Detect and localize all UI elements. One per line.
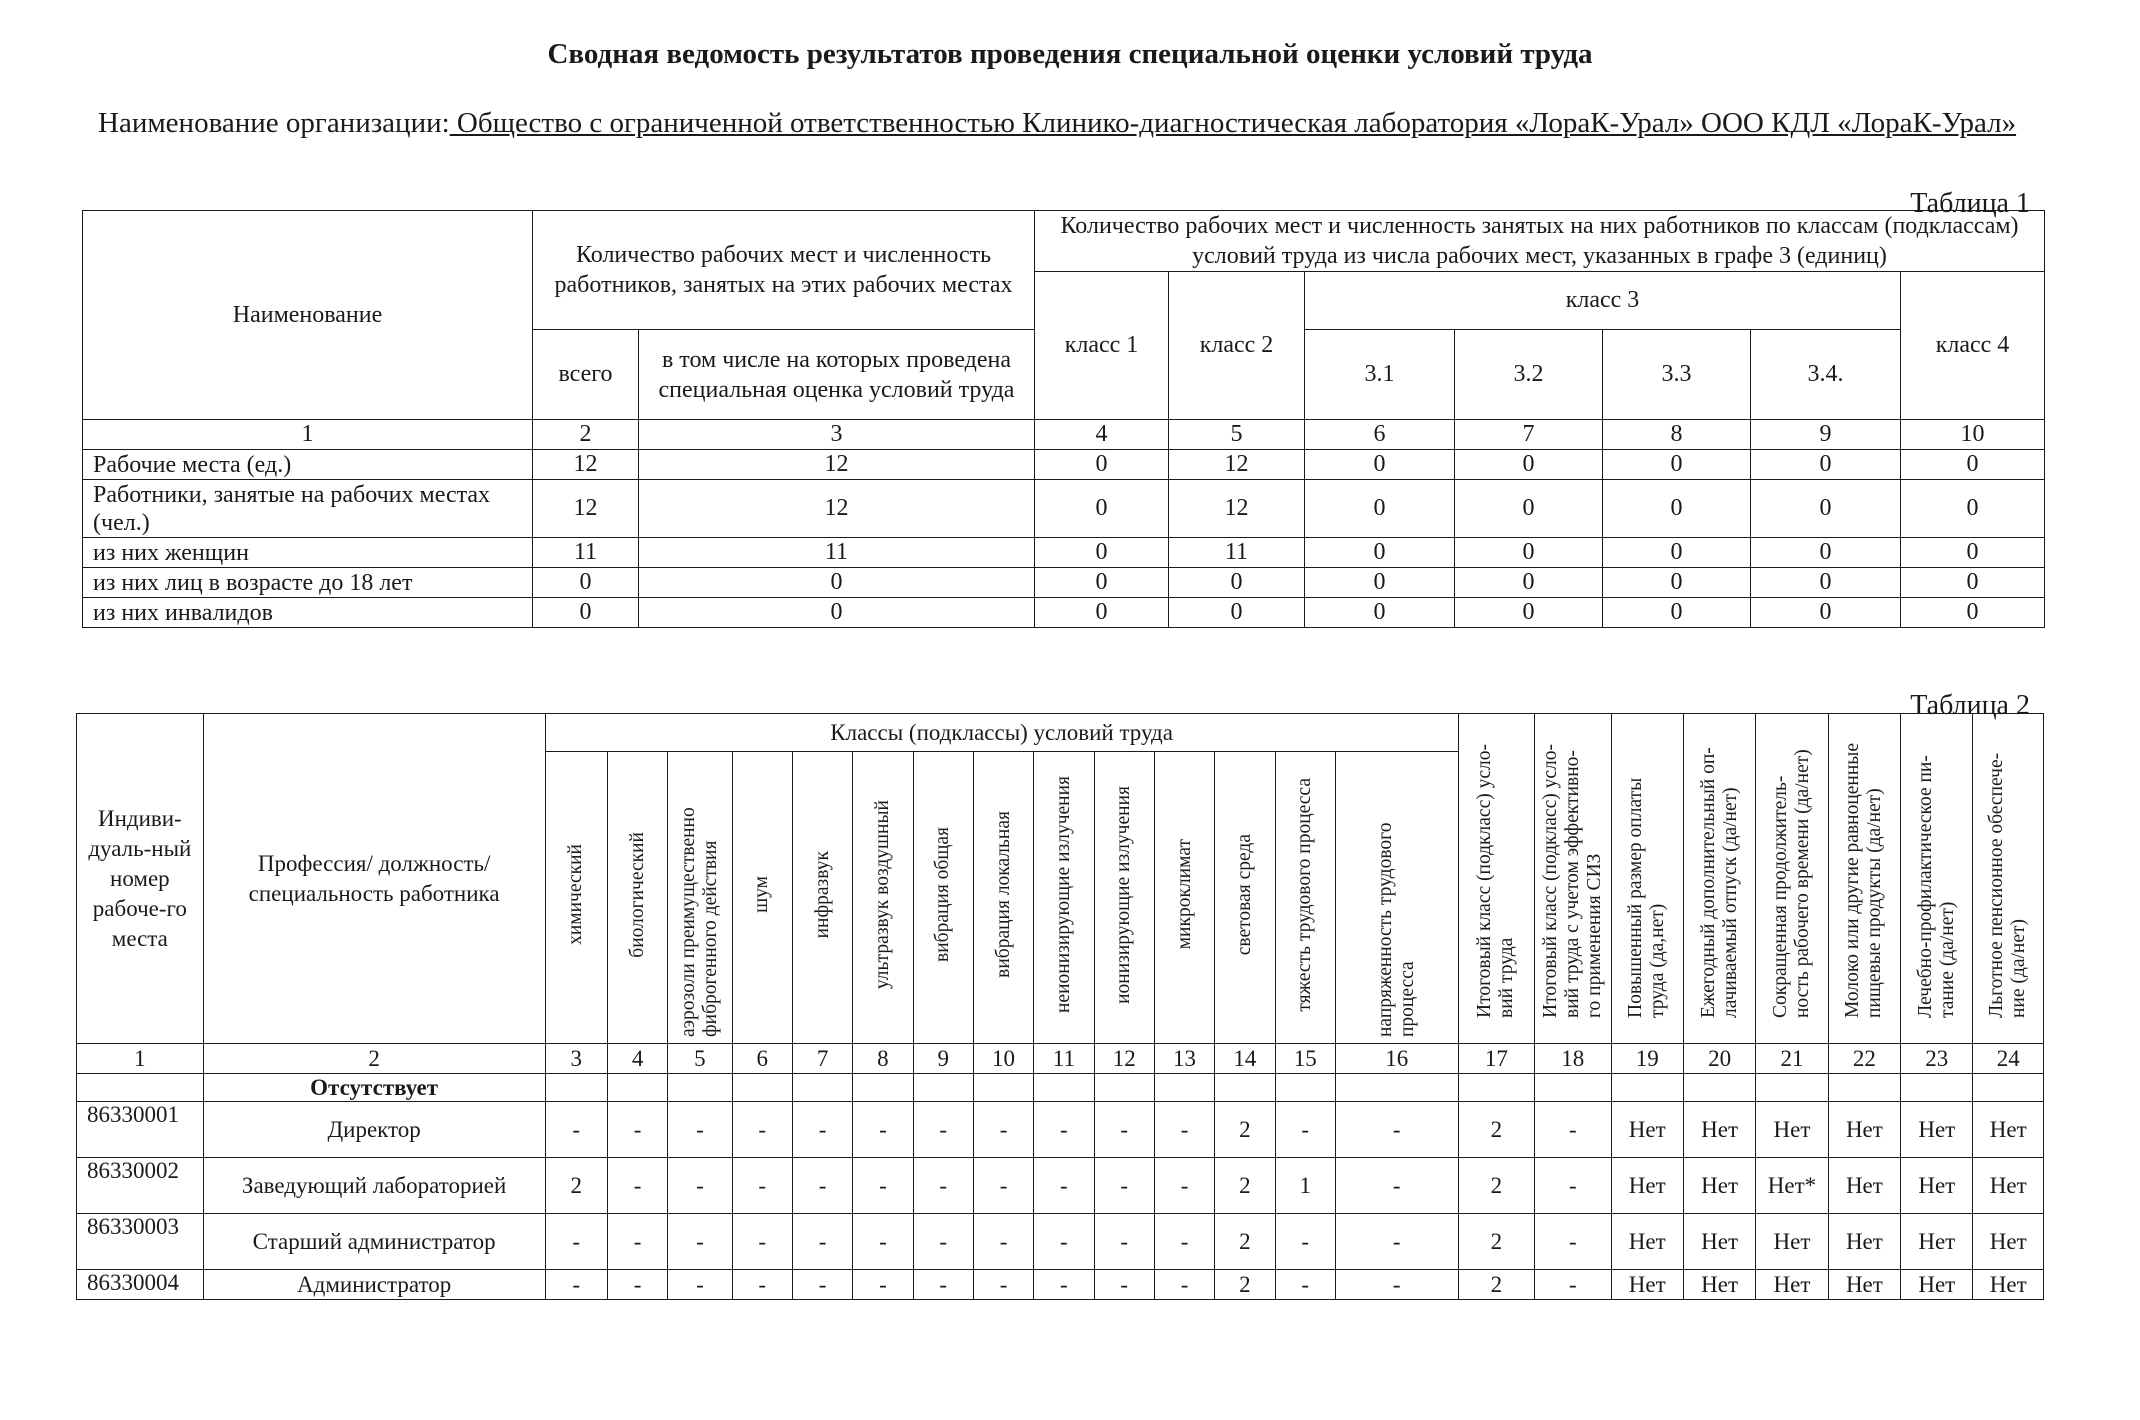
t2-col-number: 18: [1535, 1044, 1611, 1074]
t2-cell: -: [792, 1270, 852, 1300]
t2-factor-text: микроклимат: [1173, 839, 1195, 950]
t2-cell: -: [853, 1158, 913, 1214]
t2-section-empty: [607, 1074, 667, 1102]
t2-cell: -: [545, 1270, 607, 1300]
t2-header-benefit-3: [1756, 714, 1828, 1044]
t2-section-empty: [668, 1074, 732, 1102]
t2-row: [77, 1102, 2044, 1158]
t2-header-benefit-5: [1901, 714, 1973, 1044]
t2-cell: -: [668, 1270, 732, 1300]
t2-col-number: 2: [203, 1044, 545, 1074]
t2-cell: Нет: [1611, 1214, 1683, 1270]
t2-cell: -: [1094, 1158, 1154, 1214]
t2-factor-text: напряженность трудового процесса: [1374, 822, 1418, 1037]
workplace-table: [76, 713, 2044, 1300]
t2-section-empty: [1901, 1074, 1973, 1102]
t2-cell: -: [668, 1214, 732, 1270]
t2-header-classes: Классы (подклассы) условий труда: [545, 714, 1458, 752]
t1-cell: 0: [1169, 568, 1305, 598]
t2-col-number: 16: [1335, 1044, 1458, 1074]
t2-section-empty: [1154, 1074, 1214, 1102]
t1-header-3-4: 3.4.: [1751, 330, 1901, 420]
t1-col-number: 10: [1901, 420, 2045, 450]
t1-row-name: из них инвалидов: [83, 598, 533, 628]
t2-cell: -: [1154, 1158, 1214, 1214]
t2-cell: Нет: [1683, 1214, 1755, 1270]
t2-cell: -: [792, 1158, 852, 1214]
t1-row-name: из них лиц в возрасте до 18 лет: [83, 568, 533, 598]
t1-header-name: Наименование: [83, 211, 533, 420]
t2-factor-text: тяжесть трудового процесса: [1294, 777, 1316, 1012]
t2-col-number: 3: [545, 1044, 607, 1074]
t2-factor-text: ионизирующие излучения: [1113, 785, 1135, 1004]
t2-col-number: 5: [668, 1044, 732, 1074]
t1-header-class3: класс 3: [1305, 272, 1901, 330]
t2-col-number: 19: [1611, 1044, 1683, 1074]
t2-row: [77, 1158, 2044, 1214]
t2-cell: -: [792, 1214, 852, 1270]
t2-header-factor: [607, 752, 667, 1044]
t2-header-factor: [913, 752, 973, 1044]
t2-cell: Нет: [1901, 1102, 1973, 1158]
t1-row: [83, 538, 2045, 568]
t2-cell: -: [545, 1102, 607, 1158]
t2-benefit-6-text: Льготное пенсионное обеспече-ние (да/нет): [1986, 752, 2030, 1018]
t1-cell: 0: [1603, 598, 1751, 628]
t1-row-name: Рабочие места (ед.): [83, 450, 533, 480]
t1-cell: 0: [1751, 450, 1901, 480]
t2-cell: -: [1275, 1214, 1335, 1270]
t1-cell: 0: [1169, 598, 1305, 628]
t2-section-empty: [1034, 1074, 1094, 1102]
organization-name: Общество с ограниченной ответственностью Клинико-диагностическая лаборатория «ЛораК-Урал» ООО КДЛ «ЛораК-Урал»: [449, 107, 2017, 139]
t1-header-class2: класс 2: [1169, 272, 1305, 420]
t2-section-empty: [545, 1074, 607, 1102]
t2-section-empty: [1535, 1074, 1611, 1102]
t2-cell: -: [607, 1158, 667, 1214]
t2-col-number: 21: [1756, 1044, 1828, 1074]
t2-col-number: 7: [792, 1044, 852, 1074]
t2-section-empty: [1094, 1074, 1154, 1102]
t2-cell: -: [732, 1158, 792, 1214]
t2-section-empty: [1828, 1074, 1900, 1102]
t2-section-label: Отсутствует: [203, 1074, 545, 1102]
t2-cell: -: [1094, 1270, 1154, 1300]
t2-section-empty: [1215, 1074, 1275, 1102]
t2-benefit-3-text: Сокращенная продолжитель-ность рабочего времени (да/нет): [1769, 749, 1813, 1018]
t2-header-final-siz-text: Итоговый класс (подкласс) усло-вий труда с учетом эффективно-го применения СИЗ: [1539, 744, 1605, 1018]
t2-section-empty: [1275, 1074, 1335, 1102]
t2-cell: Нет: [1973, 1270, 2044, 1300]
t1-header-class1: класс 1: [1035, 272, 1169, 420]
t2-col-number: 23: [1901, 1044, 1973, 1074]
t2-cell: Нет: [1901, 1158, 1973, 1214]
t2-section-empty: [853, 1074, 913, 1102]
t2-header-id: Индиви-дуаль-ный номер рабоче-го места: [77, 714, 204, 1044]
t2-col-number: 12: [1094, 1044, 1154, 1074]
t1-row-name: Работники, занятые на рабочих местах (чел.): [83, 480, 533, 538]
t2-row-profession: Старший администратор: [203, 1214, 545, 1270]
table2-label: Таблица 2: [1910, 690, 2030, 721]
t1-col-number: 2: [533, 420, 639, 450]
t2-cell: Нет: [1611, 1270, 1683, 1300]
t1-cell: 0: [1305, 568, 1455, 598]
t2-cell: -: [973, 1158, 1033, 1214]
t1-cell: 0: [1035, 450, 1169, 480]
t2-cell: -: [668, 1102, 732, 1158]
t2-row: [77, 1214, 2044, 1270]
t2-cell: Нет: [1828, 1214, 1900, 1270]
t1-cell: 0: [1603, 450, 1751, 480]
t2-cell: -: [973, 1214, 1033, 1270]
t2-cell: 2: [545, 1158, 607, 1214]
t2-section-empty: [1611, 1074, 1683, 1102]
t1-cell: 0: [533, 568, 639, 598]
t2-cell: -: [913, 1102, 973, 1158]
t1-cell: 0: [1603, 568, 1751, 598]
t1-row: [83, 598, 2045, 628]
t2-cell: Нет: [1683, 1270, 1755, 1300]
t2-cell: -: [1335, 1102, 1458, 1158]
t1-header-3-1: 3.1: [1305, 330, 1455, 420]
t2-factor-text: инфразвук: [811, 850, 833, 939]
t1-cell: 0: [1305, 450, 1455, 480]
t2-header-benefit-1: [1611, 714, 1683, 1044]
summary-table: [82, 210, 2045, 628]
t1-cell: 0: [1901, 568, 2045, 598]
t1-cell: 0: [1455, 538, 1603, 568]
t1-cell: 0: [1305, 538, 1455, 568]
t2-row-id: 86330002: [77, 1158, 204, 1214]
t2-cell: -: [1335, 1270, 1458, 1300]
t2-benefit-4-text: Молоко или другие равноценные пищевые продукты (да/нет): [1842, 742, 1886, 1018]
t2-cell: -: [1535, 1214, 1611, 1270]
t2-benefit-5-text: Лечебно-профилактическое пи-тание (да/нет): [1914, 755, 1958, 1018]
t2-cell: -: [1154, 1214, 1214, 1270]
t2-header-factor: [792, 752, 852, 1044]
t1-row: [83, 568, 2045, 598]
t2-cell: Нет: [1828, 1158, 1900, 1214]
t2-col-number: 8: [853, 1044, 913, 1074]
t2-row-profession: Директор: [203, 1102, 545, 1158]
t2-header-final-text: Итоговый класс (подкласс) усло-вий труда: [1474, 744, 1518, 1018]
t1-cell: 0: [1035, 480, 1169, 538]
t1-cell: 0: [533, 598, 639, 628]
t1-cell: 0: [1305, 480, 1455, 538]
t1-cell: 0: [1901, 598, 2045, 628]
t2-section-empty: [1683, 1074, 1755, 1102]
t2-col-number: 6: [732, 1044, 792, 1074]
t1-cell: 0: [1603, 480, 1751, 538]
t2-cell: Нет: [1973, 1102, 2044, 1158]
t1-cell: 0: [1751, 568, 1901, 598]
t2-cell: -: [607, 1214, 667, 1270]
t2-row-id: 86330004: [77, 1270, 204, 1300]
t2-cell: -: [1275, 1102, 1335, 1158]
t2-cell: Нет: [1828, 1270, 1900, 1300]
t2-header-factor: [545, 752, 607, 1044]
t2-section-empty: [792, 1074, 852, 1102]
t2-cell: -: [1094, 1102, 1154, 1158]
t2-cell: 2: [1458, 1158, 1534, 1214]
t1-cell: 0: [1035, 598, 1169, 628]
t1-cell: 0: [1035, 568, 1169, 598]
t1-col-number: 3: [639, 420, 1035, 450]
t2-cell: -: [1034, 1102, 1094, 1158]
t1-cell: 0: [639, 598, 1035, 628]
t2-factor-text: неионизирующие излучения: [1052, 776, 1074, 1013]
t2-cell: 2: [1215, 1158, 1275, 1214]
t1-row: [83, 480, 2045, 538]
t1-cell: 0: [1603, 538, 1751, 568]
t2-cell: Нет: [1611, 1102, 1683, 1158]
t1-cell: 12: [639, 450, 1035, 480]
t2-cell: -: [1154, 1102, 1214, 1158]
t2-cell: -: [853, 1102, 913, 1158]
t2-cell: -: [732, 1102, 792, 1158]
t2-header-final-siz: [1535, 714, 1611, 1044]
t2-cell: 2: [1458, 1270, 1534, 1300]
t2-factor-text: вибрация локальная: [992, 811, 1014, 978]
t2-cell: Нет: [1683, 1158, 1755, 1214]
t2-cell: -: [1154, 1270, 1214, 1300]
t2-section-empty: [913, 1074, 973, 1102]
t2-factor-text: шум: [751, 876, 773, 913]
t2-cell: -: [732, 1270, 792, 1300]
t2-header-profession: Профессия/ должность/ специальность работника: [203, 714, 545, 1044]
t1-cell: 0: [1035, 538, 1169, 568]
t2-cell: -: [973, 1102, 1033, 1158]
t1-cell: 0: [1455, 598, 1603, 628]
t2-section-empty: [732, 1074, 792, 1102]
t2-col-number: 14: [1215, 1044, 1275, 1074]
t2-col-number: 17: [1458, 1044, 1534, 1074]
t2-cell: -: [913, 1214, 973, 1270]
t2-cell: -: [607, 1270, 667, 1300]
t2-cell: Нет: [1973, 1214, 2044, 1270]
t1-row: [83, 450, 2045, 480]
t2-factor-text: аэрозоли преимущественно фиброгенного действия: [677, 807, 721, 1037]
t2-cell: -: [1034, 1158, 1094, 1214]
t2-header-factor: [1215, 752, 1275, 1044]
t2-cell: Нет: [1611, 1158, 1683, 1214]
t1-cell: 0: [1901, 480, 2045, 538]
t2-col-number: 22: [1828, 1044, 1900, 1074]
t2-header-factor: [1335, 752, 1458, 1044]
t2-col-number: 11: [1034, 1044, 1094, 1074]
t2-row-profession: Заведующий лабораторией: [203, 1158, 545, 1214]
t1-col-number: 9: [1751, 420, 1901, 450]
t1-cell: 12: [639, 480, 1035, 538]
t2-cell: -: [913, 1158, 973, 1214]
t2-cell: -: [545, 1214, 607, 1270]
t1-cell: 0: [1751, 538, 1901, 568]
t2-row-profession: Администратор: [203, 1270, 545, 1300]
t1-header-total: всего: [533, 330, 639, 420]
t2-cell: 2: [1458, 1102, 1534, 1158]
t2-header-factor: [1094, 752, 1154, 1044]
t2-cell: -: [1034, 1214, 1094, 1270]
t2-row: [77, 1270, 2044, 1300]
t2-header-benefit-2: [1683, 714, 1755, 1044]
t2-cell: Нет: [1683, 1102, 1755, 1158]
t2-cell: -: [913, 1270, 973, 1300]
t1-cell: 0: [1305, 598, 1455, 628]
t2-cell: Нет: [1828, 1102, 1900, 1158]
t2-cell: -: [607, 1102, 667, 1158]
t1-cell: 12: [533, 480, 639, 538]
t1-cell: 0: [1901, 538, 2045, 568]
t2-header-factor: [1275, 752, 1335, 1044]
t1-cell: 11: [533, 538, 639, 568]
t2-cell: Нет: [1973, 1158, 2044, 1214]
t1-header-3-3: 3.3: [1603, 330, 1751, 420]
t1-col-number: 5: [1169, 420, 1305, 450]
t1-cell: 12: [1169, 480, 1305, 538]
t2-section-empty: [1335, 1074, 1458, 1102]
t2-section-empty: [1458, 1074, 1534, 1102]
t2-cell: Нет: [1901, 1270, 1973, 1300]
t1-cell: 11: [1169, 538, 1305, 568]
t2-header-factor: [853, 752, 913, 1044]
t1-cell: 0: [1455, 450, 1603, 480]
t2-cell: -: [853, 1214, 913, 1270]
t1-header-qty: Количество рабочих мест и численность работников, занятых на этих рабочих местах: [533, 211, 1035, 330]
t2-factor-text: вибрация общая: [932, 827, 954, 962]
t2-cell: Нет*: [1756, 1158, 1828, 1214]
t2-cell: 2: [1458, 1214, 1534, 1270]
t2-factor-text: биологический: [626, 831, 648, 958]
t1-header-classes: Количество рабочих мест и численность занятых на них работников по классам (подклассам) условий труда из числа рабочих мест, указанных в графе 3 (единиц): [1035, 211, 2045, 272]
t2-cell: 2: [1215, 1270, 1275, 1300]
t2-header-factor: [668, 752, 732, 1044]
t2-col-number: 15: [1275, 1044, 1335, 1074]
t1-header-class4: класс 4: [1901, 272, 2045, 420]
t1-cell: 12: [1169, 450, 1305, 480]
t2-cell: -: [1034, 1270, 1094, 1300]
t2-cell: -: [1535, 1270, 1611, 1300]
t2-header-factor: [1154, 752, 1214, 1044]
t2-section-empty: [77, 1074, 204, 1102]
t2-cell: Нет: [1756, 1102, 1828, 1158]
t1-header-assessed: в том числе на которых проведена специальная оценка условий труда: [639, 330, 1035, 420]
t2-cell: -: [1335, 1158, 1458, 1214]
t2-col-number: 10: [973, 1044, 1033, 1074]
t2-factor-text: химический: [565, 844, 587, 945]
t1-cell: 11: [639, 538, 1035, 568]
t2-header-factor: [732, 752, 792, 1044]
organization-label: Наименование организации:: [98, 107, 450, 139]
t1-col-number: 7: [1455, 420, 1603, 450]
t2-cell: -: [732, 1214, 792, 1270]
t2-row-id: 86330001: [77, 1102, 204, 1158]
t1-cell: 0: [639, 568, 1035, 598]
t2-cell: -: [792, 1102, 852, 1158]
t1-cell: 12: [533, 450, 639, 480]
t1-col-number: 4: [1035, 420, 1169, 450]
t2-header-factor: [1034, 752, 1094, 1044]
t2-cell: -: [1535, 1102, 1611, 1158]
t2-cell: 2: [1215, 1214, 1275, 1270]
t2-row-id: 86330003: [77, 1214, 204, 1270]
t1-cell: 0: [1751, 480, 1901, 538]
t2-col-number: 20: [1683, 1044, 1755, 1074]
t2-col-number: 4: [607, 1044, 667, 1074]
t2-header-factor: [973, 752, 1033, 1044]
t1-col-number: 8: [1603, 420, 1751, 450]
t2-section-empty: [1973, 1074, 2044, 1102]
t1-row-name: из них женщин: [83, 538, 533, 568]
t2-cell: -: [853, 1270, 913, 1300]
t2-cell: 2: [1215, 1102, 1275, 1158]
t1-cell: 0: [1901, 450, 2045, 480]
t2-cell: -: [668, 1158, 732, 1214]
t2-header-benefit-6: [1973, 714, 2044, 1044]
t2-col-number: 1: [77, 1044, 204, 1074]
t2-section-empty: [1756, 1074, 1828, 1102]
t1-cell: 0: [1455, 480, 1603, 538]
t2-cell: Нет: [1756, 1214, 1828, 1270]
t2-cell: Нет: [1901, 1214, 1973, 1270]
t2-cell: -: [1535, 1158, 1611, 1214]
t2-cell: Нет: [1756, 1270, 1828, 1300]
t1-header-3-2: 3.2: [1455, 330, 1603, 420]
t1-cell: 0: [1455, 568, 1603, 598]
t2-cell: -: [1275, 1270, 1335, 1300]
t2-col-number: 13: [1154, 1044, 1214, 1074]
document-title: Сводная ведомость результатов проведения специальной оценки условий труда: [547, 38, 1593, 70]
t2-factor-text: световая среда: [1233, 833, 1255, 956]
table1-label: Таблица 1: [1910, 188, 2030, 219]
t2-col-number: 9: [913, 1044, 973, 1074]
organization-line: [98, 105, 2018, 141]
t2-section-empty: [973, 1074, 1033, 1102]
t2-cell: -: [973, 1270, 1033, 1300]
t2-cell: -: [1335, 1214, 1458, 1270]
t2-cell: 1: [1275, 1158, 1335, 1214]
t2-header-final: [1458, 714, 1534, 1044]
t1-col-number: 1: [83, 420, 533, 450]
t2-col-number: 24: [1973, 1044, 2044, 1074]
t2-cell: -: [1094, 1214, 1154, 1270]
t2-benefit-2-text: Ежегодный дополнительный оп-лачиваемый отпуск (да/нет): [1697, 747, 1741, 1018]
t2-benefit-1-text: Повышенный размер оплаты труда (да,нет): [1625, 777, 1669, 1018]
t2-header-benefit-4: [1828, 714, 1900, 1044]
t2-factor-text: ультразвук воздушный: [871, 799, 893, 990]
t1-col-number: 6: [1305, 420, 1455, 450]
t1-cell: 0: [1751, 598, 1901, 628]
